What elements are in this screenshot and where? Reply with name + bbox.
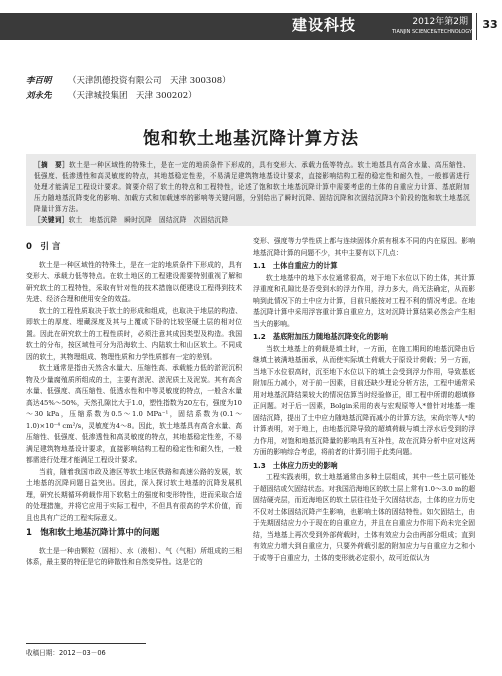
abstract-text: 软土是一种区域性的特殊土，是在一定的地质条件下形成的，具有变形大、承载力低等特点。软土地基具有高含水量、高压缩性、低强度、低渗透性和高灵敏度的特点，其地基稳定性差，不易满足建筑物地基设计要求，直接影响结构工程的稳定性和耐久性，一般都需进行处理才能满足工程设计要求。简要介绍了软土的特点和工程特性，论述了饱和软土地基沉降计算中需要考虑的土体的自重应力计算、基底附加压力随地基沉降变化的影响、加载方式和加载速率的影响等关键问题，分别给出了瞬时沉降、固结沉降和次固结沉降3个阶段的饱和软土地基沉降量计算方法。	[34, 161, 470, 213]
journal-header	[0, 0, 502, 40]
right-column	[253, 236, 475, 564]
paragraph: 工程实践表明，软土地基通常由多种土层组成，其中一些土层可能处于超固结或欠固结状态。对我国沿海地区的软土层上常有1.0～3.0 m的超固结硬壳层，而近海地区的软土层往往处于欠固结状态，土体的应力历史不仅对土体固结沉降产生影响，也影响土体的固结特性。如欠固结土，由于先期固结应力小于现在的自重应力，并且在自重应力作用下尚未完全固结，当地基上再次受到外部荷载时，土体有效应力会由两部分组成；直到有效应力增大到自重应力，只要外荷载引起的附加应力与自重应力之和小于或等于自重应力，土体的变形就必定很小，故可近似认为	[253, 473, 475, 562]
abstract-box	[26, 154, 476, 226]
keywords: 软土 地基沉降 瞬时沉降 固结沉降 次固结沉降	[68, 216, 229, 224]
issue-number: 2012年第2期	[412, 17, 468, 27]
journal-title: 建设科技	[292, 16, 357, 34]
left-column	[26, 238, 242, 569]
section-heading-1: 1 饱和软土地基沉降计算中的问题	[26, 528, 160, 538]
keywords-label: ［关键词］	[34, 216, 69, 224]
author-row	[26, 74, 231, 86]
paragraph: 当软土地基上的荷载是填土时，一方面，在施工期间的地基沉降由后继填土被满地基面承，从而使实际填土荷载大于原设计荷载；另一方面，当地下水位很高时，沉至地下水位以下的填土会受到浮力作用，导致基底附加压力减小，对于前一因素，目前还缺少理论分析方法，工程中通常采用对地基沉降结果较大的情况估算当时经验修正，即工程中所谓的超填修正问题。对于后一因素，Bolgin采用的表与宏观原等人*曾针对地基一维固结沉降，提出了土中应力随地基沉降而减小的计算方法，宋尚宗等人*的计算表明，对于地上，由地基沉降导致的超填荷载与填土浮水后受到的浮力作用，对饱和地基沉降量的影响具有互补性，故在沉降分析中应对这两方面的影响综合考虑，将前者的计算引用于此类问题。	[253, 344, 475, 456]
section-heading-intro: 0 引 言	[26, 242, 61, 252]
article-title: 饱和软土地基沉降计算方法	[143, 129, 359, 149]
page-number-box	[476, 13, 502, 40]
abstract	[34, 160, 470, 226]
footnote-rule	[26, 643, 146, 644]
author-row	[26, 89, 197, 101]
subsection-heading-1-3: 1.3 土体应力历史的影响	[253, 460, 338, 470]
paragraph: 软土是一种由颗粒（固相）、水（液相）、气（气相）所组成的三相体系，最主要的特征是它的碎散性和自然变异性。这是它的	[26, 546, 242, 566]
subsection-heading-1-2: 1.2 基底附加压力随地基沉降变化的影响	[253, 332, 388, 341]
author-affiliation: （天津城投集团 天津 300202）	[68, 91, 197, 101]
paragraph: 软土是一种区域性的特殊土，是在一定的地质条件下形成的，具有变形大、承载力低等特点。在软土地区的工程建设需要特别重视了解和研究软土的工程特性，采取有针对性的技术措施以便建设工程得到技术先进、经济合理和使用安全的效益。	[26, 260, 242, 303]
paragraph: 软土地基中的地下水位通常很高，对于地下水位以下的土体，其计算浮重度和孔隙比是否受到水的浮力作用，浮力多大，尚无法确定，从而影响到此情况下的土中应力计算，目前只能按对工程不利的情况考虑。在地基沉降计算中采用浮容重计算自重应力，这对沉降计算结果必然会产生相当大的影响。	[253, 273, 475, 328]
paragraph: 软土通常是指由天然含水量大、压缩性高、承载能力低的淤泥沉积物及少量腐殖质所组成的土，主要有淤泥、淤泥质土及泥炭。其有高含水量、低强度、高压缩性、低透水性和中等灵敏度的特点，一般含水量高达45%～50%，天然孔隙比大于1.0，塑性指数为20左右，强度为10～30 kPa，压缩系数为0.5～1.0 MPa⁻¹，固结系数为(0.1～1.0)×10⁻⁴ cm²/s，灵敏度为4～8。因此，软土地基具有高含水量、高压缩性、低强度、低渗透性和高灵敏度的特点，其地基稳定性差，不易满足建筑物地基设计要求，直接影响结构工程的稳定性和耐久性，一般都需进行处理才能满足工程设计要求。	[26, 364, 242, 464]
paragraph: 变形、强度等力学性质上都与连续固体介质有根本不同的内在原因。影响地基沉降计算的问题不少，其中主要有以下几点：	[253, 237, 475, 257]
issue-block	[392, 14, 472, 38]
journal-english-name: TIANJIN SCIENCE&TECHNOLOGY	[392, 29, 472, 35]
subsection-heading-1-1: 1.1 土体自重应力的计算	[253, 261, 338, 270]
keywords-line	[34, 216, 228, 224]
paragraph: 软土的工程性质取决于软土的形成和组成，也取决于地层的构造、即软土的厚度、埋藏深度及其与上覆或下卧的比较坚硬土层的相对位置。因此在研究软土的工程性质时，必须注意其成因类型及构造。我国软土的分布，按区域性可分为沿海软土、内陆软土和山区软土。不同成因的软土，其物理组成、物理性质和力学性质都有一定的差别。	[26, 306, 242, 361]
abstract-label: ［摘 要］	[34, 161, 70, 169]
page-number: 33	[482, 18, 498, 31]
author-name: 李百明	[26, 76, 52, 86]
author-affiliation: （天津凯德投资有限公司 天津 300308）	[68, 76, 231, 86]
received-date: 收稿日期：2012－03－06	[26, 649, 106, 657]
paragraph: 当前，随着我国市政及港区等软土地区铁路和高速公路的发展，软土地基的沉降问题日益突出。因此，深入探讨软土地基的沉降发展机理，研究长期循环荷载作用下软粘土的强度和变形特性，进而采取合适的处理措施，并将它应用于实际工程中，不但具有很高的学术价值，而且也具有广泛的工程实际意义。	[26, 467, 242, 522]
author-name: 刘永先	[26, 91, 52, 101]
